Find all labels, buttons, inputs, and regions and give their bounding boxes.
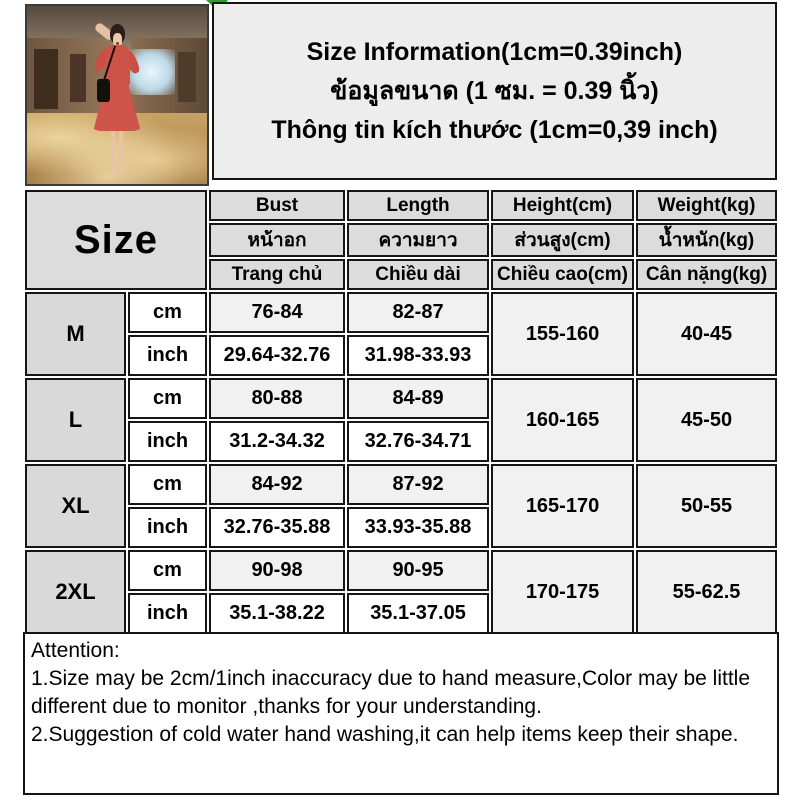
size-header-cell: Size <box>25 190 207 290</box>
l-bust-cm: 80-88 <box>209 378 345 419</box>
unit-cm-cell: cm <box>128 464 207 505</box>
unit-inch-cell: inch <box>128 335 207 376</box>
m-length-inch: 31.98-33.93 <box>347 335 489 376</box>
l-weight: 45-50 <box>636 378 777 462</box>
xl-height: 165-170 <box>491 464 634 548</box>
xl-bust-cm: 84-92 <box>209 464 345 505</box>
2xl-weight: 55-62.5 <box>636 550 777 634</box>
col-header-length-en: Length <box>347 190 489 221</box>
m-bust-cm: 76-84 <box>209 292 345 333</box>
xl-length-cm: 87-92 <box>347 464 489 505</box>
l-bust-inch: 31.2-34.32 <box>209 421 345 462</box>
col-header-length-vi: Chiều dài <box>347 259 489 290</box>
crossbody-bag <box>97 79 109 102</box>
col-header-height-en: Height(cm) <box>491 190 634 221</box>
model-leg <box>111 131 115 174</box>
model-leg <box>119 131 123 174</box>
title-english: Size Information(1cm=0.39inch) <box>306 37 683 66</box>
col-header-height-th: ส่วนสูง(cm) <box>491 223 634 257</box>
col-header-bust-en: Bust <box>209 190 345 221</box>
l-height: 160-165 <box>491 378 634 462</box>
2xl-length-cm: 90-95 <box>347 550 489 591</box>
attention-title: Attention: <box>31 639 120 662</box>
attention-note-2: 2.Suggestion of cold water hand washing,it can help items keep their shape. <box>31 723 739 746</box>
hallway-door <box>34 49 57 110</box>
unit-cm-cell: cm <box>128 550 207 591</box>
m-length-cm: 82-87 <box>347 292 489 333</box>
2xl-bust-inch: 35.1-38.22 <box>209 593 345 634</box>
title-vietnamese: Thông tin kích thước (1cm=0,39 inch) <box>271 115 718 144</box>
m-height: 155-160 <box>491 292 634 376</box>
size-xl-cell: XL <box>25 464 126 548</box>
hallway-door <box>70 54 86 102</box>
unit-inch-cell: inch <box>128 507 207 548</box>
col-header-weight-th: น้ำหนัก(kg) <box>636 223 777 257</box>
hallway-door <box>178 52 196 102</box>
m-weight: 40-45 <box>636 292 777 376</box>
xl-bust-inch: 32.76-35.88 <box>209 507 345 548</box>
size-2xl-cell: 2XL <box>25 550 126 634</box>
unit-inch-cell: inch <box>128 421 207 462</box>
model-photo <box>25 4 209 186</box>
model-figure <box>86 24 147 177</box>
m-bust-inch: 29.64-32.76 <box>209 335 345 376</box>
l-length-cm: 84-89 <box>347 378 489 419</box>
unit-cm-cell: cm <box>128 378 207 419</box>
size-m-cell: M <box>25 292 126 376</box>
col-header-height-vi: Chiều cao(cm) <box>491 259 634 290</box>
xl-weight: 50-55 <box>636 464 777 548</box>
size-table <box>23 188 779 636</box>
2xl-bust-cm: 90-98 <box>209 550 345 591</box>
attention-note-1: 1.Size may be 2cm/1inch inaccuracy due to hand measure,Color may be little different due to monitor ,thanks for your understanding. <box>31 667 751 718</box>
unit-inch-cell: inch <box>128 593 207 634</box>
col-header-weight-en: Weight(kg) <box>636 190 777 221</box>
l-length-inch: 32.76-34.71 <box>347 421 489 462</box>
col-header-bust-vi: Trang chủ <box>209 259 345 290</box>
col-header-length-th: ความยาว <box>347 223 489 257</box>
title-thai: ข้อมูลขนาด (1 ซม. = 0.39 นิ้ว) <box>330 76 659 105</box>
2xl-height: 170-175 <box>491 550 634 634</box>
size-info-header <box>212 2 777 180</box>
unit-cm-cell: cm <box>128 292 207 333</box>
col-header-bust-th: หน้าอก <box>209 223 345 257</box>
col-header-weight-vi: Cân nặng(kg) <box>636 259 777 290</box>
size-l-cell: L <box>25 378 126 462</box>
2xl-length-inch: 35.1-37.05 <box>347 593 489 634</box>
xl-length-inch: 33.93-35.88 <box>347 507 489 548</box>
attention-box <box>23 632 779 795</box>
